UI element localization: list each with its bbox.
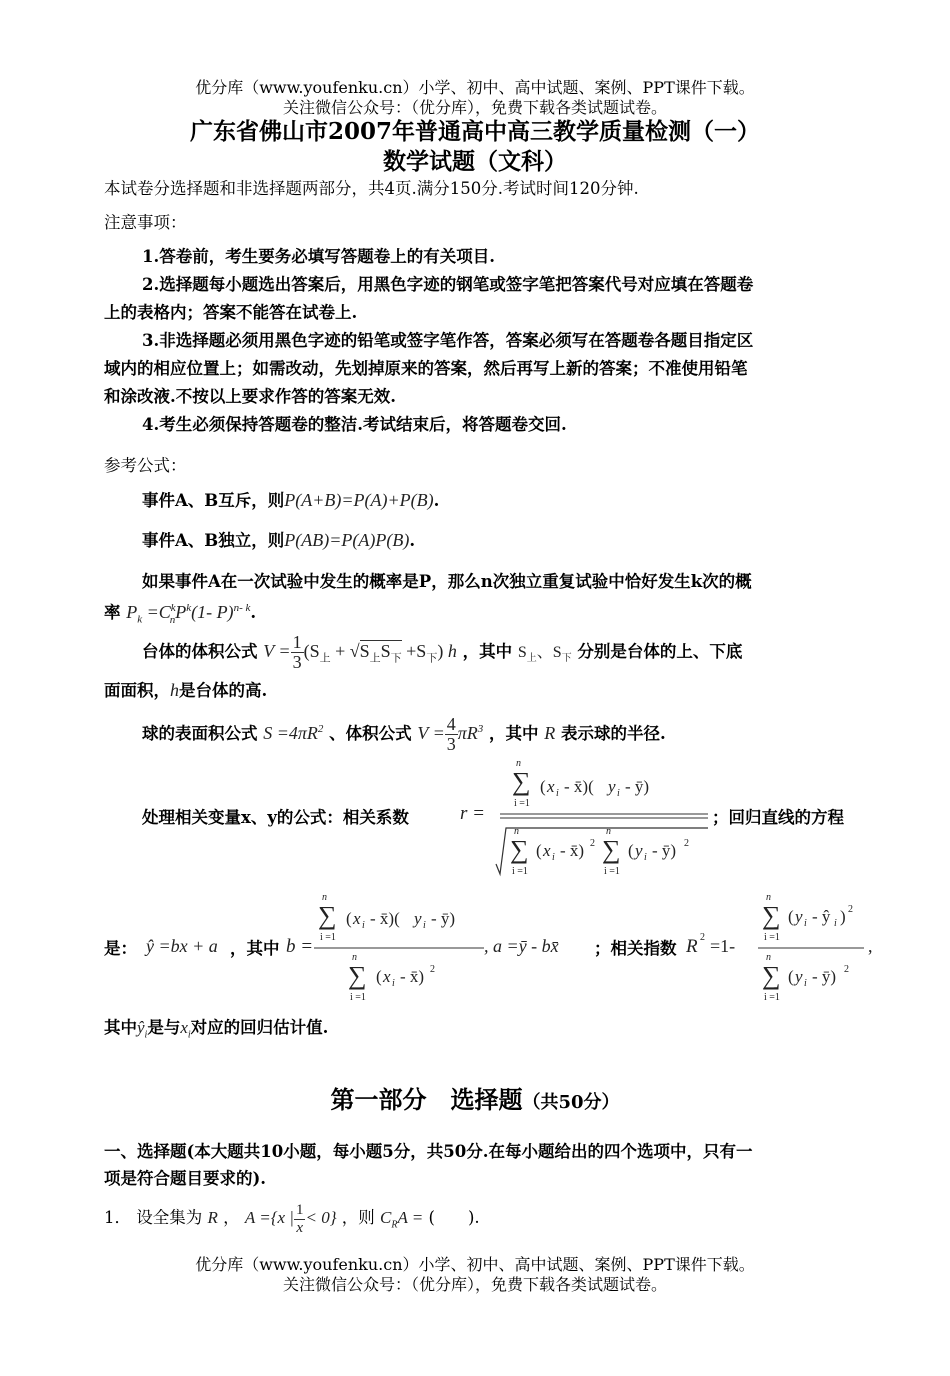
question-1 xyxy=(104,1198,480,1245)
svg-text:n: n xyxy=(322,892,327,903)
svg-text:∑: ∑ xyxy=(510,835,529,864)
svg-text:i: i xyxy=(804,918,807,929)
frustum-areas: $S_上$、$S_下$ xyxy=(517,644,572,665)
svg-text:i: i xyxy=(423,920,426,931)
svg-text:, a =ȳ - bx̄: , a =ȳ - bx̄ xyxy=(484,936,559,956)
header-line-2: 关注微信公众号：（优分库），免费下载各类试题试卷。 xyxy=(282,98,667,117)
svg-text:i: i xyxy=(834,918,837,929)
svg-text:r =: r = xyxy=(460,803,485,824)
formula-reg-label: 是： xyxy=(104,939,137,958)
notice-item-4: 4.考生必须保持答题卷的整洁.考试结束后，将答题卷交回. xyxy=(142,415,567,434)
sphere-area-expr: $S =4\pi R^2$ xyxy=(263,723,324,743)
svg-text:R: R xyxy=(686,936,698,957)
svg-text:(: ( xyxy=(540,777,546,796)
regression-formula xyxy=(284,888,594,1010)
formula-mutex-expr: P(A+B)=P(A)+P(B) xyxy=(284,490,434,510)
svg-text:i: i xyxy=(644,852,647,863)
header-line-1: 优分库（www.youfenku.cn）小学、初中、高中试题、案例、PPT课件下载。 xyxy=(195,78,755,97)
frustum-line2-suffix: 是台体的高. xyxy=(179,681,268,700)
frustum-line2-prefix: 面面积， xyxy=(104,681,170,700)
svg-text:i =1: i =1 xyxy=(512,866,528,877)
svg-text:i: i xyxy=(617,788,620,799)
svg-text:- x̄): - x̄) xyxy=(560,841,585,860)
q1-set-r: R xyxy=(207,1208,218,1227)
svg-text:i =1: i =1 xyxy=(320,932,336,943)
formula-binom-prefix: 率 xyxy=(104,603,121,622)
footer-line-1: 优分库（www.youfenku.cn）小学、初中、高中试题、案例、PPT课件下载。 xyxy=(195,1255,755,1274)
formula-reg-mid2: ；相关指数 xyxy=(594,939,677,958)
svg-text:- ȳ): - ȳ) xyxy=(625,777,650,796)
svg-text:n: n xyxy=(766,892,771,903)
notice-item-3b: 域内的相应位置上；如需改动，先划掉原来的答案，然后再写上新的答案；不准使用铅笔 xyxy=(104,359,748,378)
frustum-label: 台体的体积公式 xyxy=(142,642,258,661)
svg-text:y: y xyxy=(795,907,803,926)
svg-text:y: y xyxy=(635,841,643,860)
svg-text:2: 2 xyxy=(590,838,595,849)
svg-text:n: n xyxy=(516,758,521,769)
svg-text:- ȳ): - ȳ) xyxy=(652,841,677,860)
svg-text:n: n xyxy=(514,826,519,837)
footer-line-2: 关注微信公众号：（优分库），免费下载各类试题试卷。 xyxy=(282,1275,667,1294)
formula-frustum-line1 xyxy=(142,628,742,682)
frustum-mid: ，其中 xyxy=(462,642,513,661)
svg-text:2: 2 xyxy=(430,964,435,975)
svg-text:y: y xyxy=(795,967,803,986)
page-subtitle: 数学试题（文科） xyxy=(383,148,567,175)
svg-text:i =1: i =1 xyxy=(604,866,620,877)
svg-text:- ȳ): - ȳ) xyxy=(812,967,837,986)
notice-heading: 注意事项： xyxy=(104,213,187,232)
page-title: 广东省佛山市2007年普通高中高三教学质量检测（一） xyxy=(189,118,760,145)
svg-text:n: n xyxy=(606,826,611,837)
notice-item-3c: 和涂改液.不按以上要求作答的答案无效. xyxy=(104,387,396,406)
sphere-label: 球的表面积公式 xyxy=(142,724,258,743)
notice-item-1: 1.答卷前，考生要务必填写答题卷上的有关项目. xyxy=(142,247,495,266)
svg-text:b =: b = xyxy=(286,936,314,957)
reg-end-yhat: $ŷ_i$ xyxy=(137,1018,148,1041)
part1-title-note: （共50分） xyxy=(522,1092,620,1113)
q1-text-c: ，则 xyxy=(341,1208,375,1227)
svg-text:(: ( xyxy=(788,967,794,986)
svg-text:i: i xyxy=(556,788,559,799)
svg-text:(: ( xyxy=(376,967,382,986)
reg-end-mid: 是与 xyxy=(147,1018,181,1037)
formula-reg-mid: ，其中 xyxy=(230,939,280,958)
svg-text:): ) xyxy=(840,907,846,926)
svg-text:x: x xyxy=(383,967,391,986)
formula-reg-line: ŷ =bx + a xyxy=(146,936,218,956)
svg-text:(: ( xyxy=(536,841,542,860)
q1-complement: $C_RA$ = xyxy=(380,1208,424,1231)
svg-text:=1-: =1- xyxy=(710,936,736,956)
q1-text-d: ( ). xyxy=(428,1208,480,1227)
svg-text:2: 2 xyxy=(848,904,853,915)
sphere-r: R xyxy=(544,723,556,743)
sphere-mid2: ，其中 xyxy=(489,724,539,743)
svg-text:∑: ∑ xyxy=(762,901,781,930)
r-squared-formula xyxy=(684,888,880,1010)
svg-text:∑: ∑ xyxy=(602,835,621,864)
svg-text:∑: ∑ xyxy=(348,961,367,990)
frustum-suffix: 分别是台体的上、下底 xyxy=(577,642,743,661)
svg-text:i =1: i =1 xyxy=(764,992,780,1003)
reg-end-x: $x_i$ xyxy=(180,1018,191,1041)
frustum-h: h xyxy=(170,680,179,700)
reg-end-suffix: 对应的回归估计值. xyxy=(190,1018,329,1037)
svg-text:- x̄)(: - x̄)( xyxy=(370,909,400,928)
svg-text:n: n xyxy=(352,952,357,963)
svg-text:i: i xyxy=(552,852,555,863)
formula-corr-label: 处理相关变量x、y的公式：相关系数 xyxy=(142,808,409,827)
svg-text:i =1: i =1 xyxy=(764,932,780,943)
formula-frustum-line2 xyxy=(104,678,267,703)
svg-text:2: 2 xyxy=(684,838,689,849)
reg-end-prefix: 其中 xyxy=(104,1018,137,1037)
q1-text-b: ， xyxy=(223,1208,240,1227)
svg-text:,: , xyxy=(868,936,873,956)
q1-number: 1． xyxy=(104,1208,131,1227)
formula-corr-suffix: ；回归直线的方程 xyxy=(712,808,844,827)
svg-text:- ŷ: - ŷ xyxy=(812,907,831,926)
svg-text:- x̄): - x̄) xyxy=(400,967,425,986)
svg-text:y: y xyxy=(608,777,616,796)
formula-indep-label: 事件A、B独立，则 xyxy=(142,531,285,550)
svg-text:∑: ∑ xyxy=(318,901,337,930)
svg-text:x: x xyxy=(543,841,551,860)
part1-heading xyxy=(0,1080,950,1115)
q1-set-a: A ={x | $\frac{1}{x}$ < 0} xyxy=(244,1202,337,1236)
formula-reg-end xyxy=(104,1016,328,1047)
svg-text:n: n xyxy=(766,952,771,963)
svg-text:i: i xyxy=(392,978,395,989)
part1-title: 第一部分 选择题 xyxy=(330,1086,523,1114)
notice-item-2b: 上的表格内；答案不能答在试卷上. xyxy=(104,303,358,322)
frustum-expr: V = $\frac{1}{3}$ $(S_上 + √S_上S_下 +S_下)$ h xyxy=(263,631,457,673)
correlation-formula xyxy=(460,756,720,886)
q1-text-a: 设全集为 xyxy=(136,1208,203,1227)
formula-mutex: 事件A、B互斥，则P(A+B)=P(A)+P(B). xyxy=(142,490,440,510)
svg-text:y: y xyxy=(414,909,422,928)
sphere-suffix: 表示球的半径. xyxy=(561,724,666,743)
section-b: 项是符合题目要求的). xyxy=(104,1169,267,1188)
intro-text: 本试卷分选择题和非选择题两部分，共4页.满分150分.考试时间120分钟. xyxy=(104,179,639,198)
sphere-mid: 、体积公式 xyxy=(329,724,412,743)
svg-text:∑: ∑ xyxy=(762,961,781,990)
svg-text:(: ( xyxy=(628,841,634,860)
notice-item-3a: 3.非选择题必须用黑色字迹的铅笔或签字笔作答，答案必须写在答题卷各题目指定区 xyxy=(142,331,754,350)
svg-text:- ȳ): - ȳ) xyxy=(431,909,456,928)
formula-binom-expr: $P_k =C^k_nP^k(1-$ P)$^{n- k}$ xyxy=(126,602,251,626)
svg-text:2: 2 xyxy=(700,932,705,943)
sphere-volume-expr: V = $\frac{4}{3}$ $\pi R^3$ xyxy=(417,713,484,755)
svg-text:x: x xyxy=(353,909,361,928)
formula-binom-line1: 如果事件A在一次试验中发生的概率是P，那么n次独立重复试验中恰好发生k次的概 xyxy=(142,572,752,591)
svg-text:- x̄)(: - x̄)( xyxy=(564,777,594,796)
svg-text:(: ( xyxy=(346,909,352,928)
svg-text:i: i xyxy=(804,978,807,989)
formula-sphere xyxy=(142,706,666,757)
svg-text:i: i xyxy=(362,920,365,931)
svg-text:2: 2 xyxy=(844,964,849,975)
svg-text:(: ( xyxy=(788,907,794,926)
svg-text:i =1: i =1 xyxy=(350,992,366,1003)
formulas-heading: 参考公式： xyxy=(104,456,187,475)
svg-text:x: x xyxy=(547,777,555,796)
svg-text:i =1: i =1 xyxy=(514,798,530,809)
formula-indep: 事件A、B独立，则P(AB)=P(A)P(B). xyxy=(142,530,416,550)
formula-indep-expr: P(AB)=P(A)P(B) xyxy=(284,530,410,550)
formula-binom-line2: 率 $P_k =C^k_nP^k(1-$ P)$^{n- k}$. xyxy=(104,602,257,626)
svg-text:∑: ∑ xyxy=(512,767,531,796)
notice-item-2a: 2.选择题每小题选出答案后，用黑色字迹的钢笔或签字笔把答案代号对应填在答题卷 xyxy=(142,275,754,294)
formula-mutex-label: 事件A、B互斥，则 xyxy=(142,491,285,510)
section-a: 一、选择题(本大题共10小题，每小题5分，共50分.在每小题给出的四个选项中，只有一 xyxy=(104,1142,753,1161)
